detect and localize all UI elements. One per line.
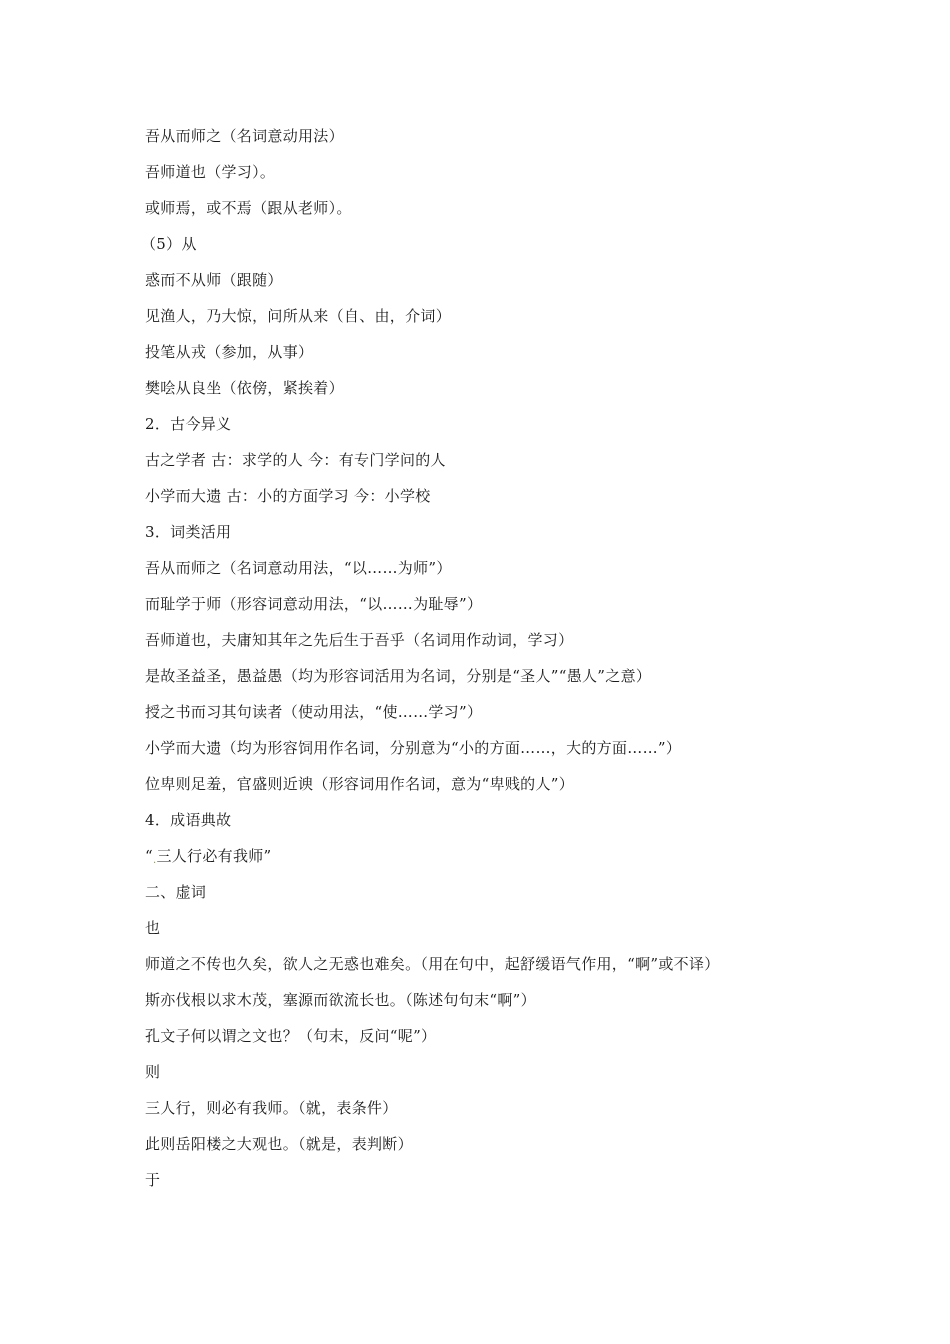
document-body [141,118,825,1198]
annotation-mark: . [152,855,157,866]
text-line-29: 此则岳阳楼之大观也。（就是，表判断） [145,1135,413,1153]
text-line-6: 见渔人，乃大惊，问所从来（自、由，介词） [145,307,452,325]
section-heading-ancient-modern: 2．古今异义 [145,415,232,433]
section-heading-function-words: 二、虚词 [145,883,207,901]
text-line-26: 孔文子何以谓之文也？（句末，反问“呢”） [145,1027,437,1045]
word-heading-ye: 也 [145,919,161,937]
word-heading-yu: 于 [145,1171,161,1189]
word-heading-ze: 则 [145,1063,161,1081]
idiom-text: 三人行必有我师” [156,847,272,865]
text-line-idiom [145,838,825,874]
text-line-28: 三人行，则必有我师。（就，表条件） [145,1099,398,1117]
text-line-8: 樊哙从良坐（依傍，紧挨着） [145,379,344,397]
open-quote: “ [145,847,153,865]
text-line-2: 吾师道也（学习）。 [145,163,276,181]
text-line-17: 授之书而习其句读者（使动用法，“使……学习”） [145,703,483,721]
text-line-13: 吾从而师之（名词意动用法，“以……为师”） [145,559,452,577]
subsection-heading-cong: （5）从 [141,235,197,253]
text-line-11: 小学而大遗 古：小的方面学习 今：小学校 [145,487,431,505]
text-line-10: 古之学者 古：求学的人 今：有专门学问的人 [145,451,446,469]
section-heading-word-class: 3．词类活用 [145,523,232,541]
text-line-24: 师道之不传也久矣，欲人之无惑也难矣。（用在句中，起舒缓语气作用，“啊”或不译） [145,955,720,973]
text-line-14: 而耻学于师（形容词意动用法，“以……为耻辱”） [145,595,483,613]
text-line-1: 吾从而师之（名词意动用法） [145,127,344,145]
text-line-16: 是故圣益圣，愚益愚（均为形容词活用为名词，分别是“圣人”“愚人”之意） [145,667,652,685]
text-line-15: 吾师道也，夫庸知其年之先后生于吾乎（名词用作动词，学习） [145,631,574,649]
text-line-19: 位卑则足羞，官盛则近谀（形容词用作名词，意为“卑贱的人”） [145,775,575,793]
text-line-18: 小学而大遗（均为形容饲用作名词，分别意为“小的方面……，大的方面……”） [145,739,682,757]
text-line-25: 斯亦伐根以求木茂，塞源而欲流长也。（陈述句句末“啊”） [145,991,536,1009]
text-line-7: 投笔从戎（参加，从事） [145,343,314,361]
text-line-3: 或师焉，或不焉（跟从老师）。 [145,199,352,217]
text-line-5: 惑而不从师（跟随） [145,271,283,289]
section-heading-idioms: 4．成语典故 [145,811,232,829]
